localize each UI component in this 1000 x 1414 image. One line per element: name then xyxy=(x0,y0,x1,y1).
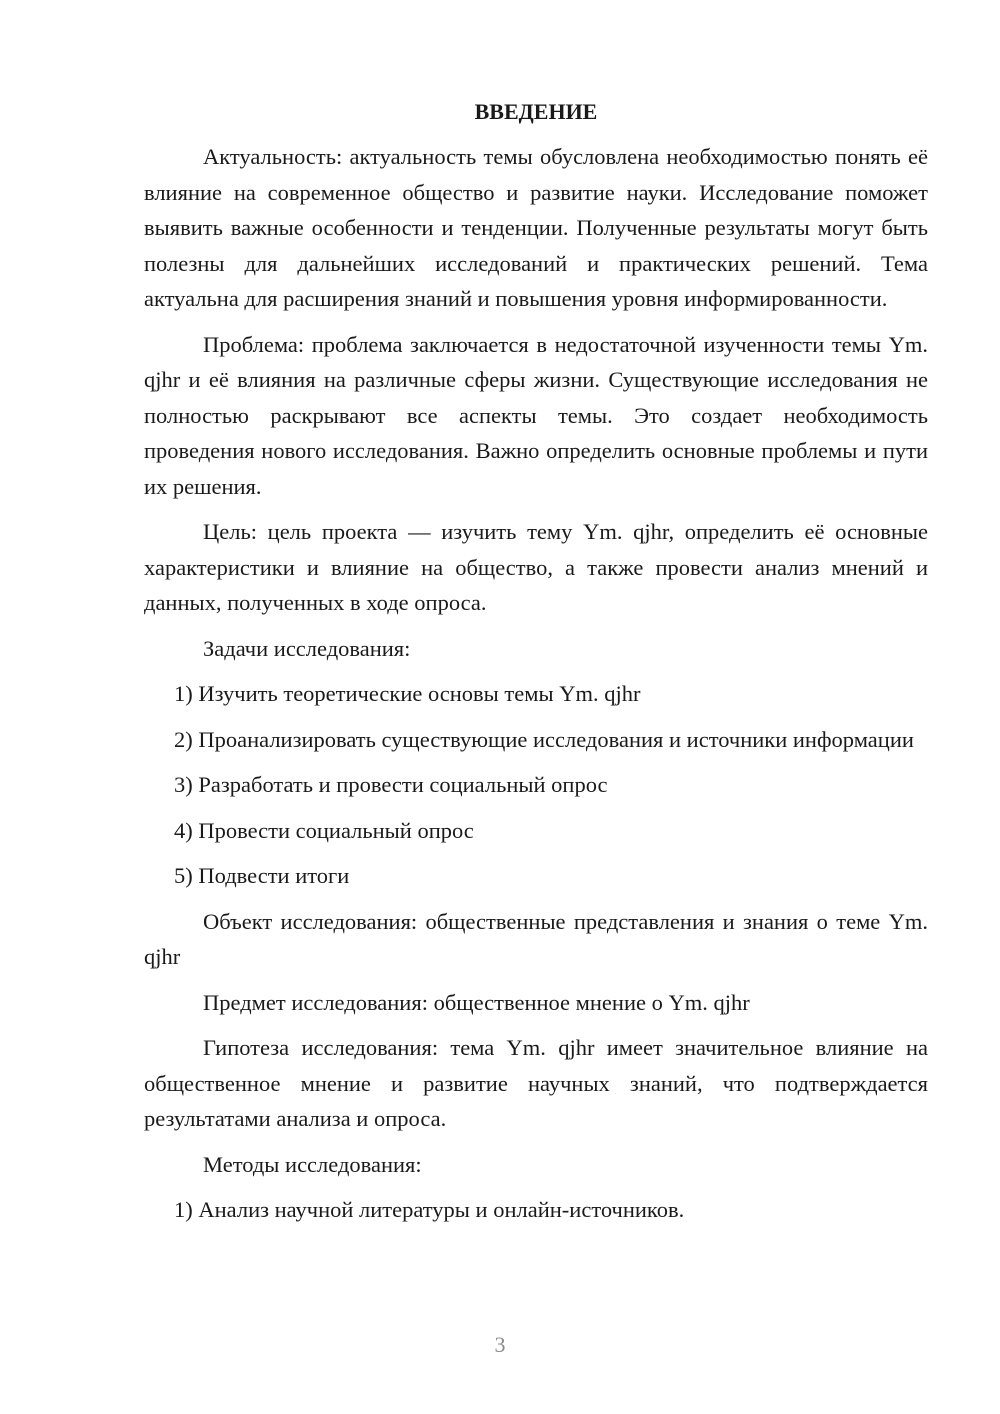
task-item: 1) Изучить теоретические основы темы Ym. qjhr xyxy=(174,681,641,706)
relevance-paragraph: Актуальность: актуальность темы обусловлена необходимостью понять её влияние на современное общество и развитие науки. Исследование поможет выявить важные особенности и тенденции. Полученные результаты могут быть полезны для дальнейших исследований и практических решений. Тема актуальна для расширения знаний и повышения уровня информированности. xyxy=(144,144,928,311)
subject-paragraph: Предмет исследования: общественное мнение о Ym. qjhr xyxy=(203,989,750,1015)
methods-heading: Методы исследования: xyxy=(203,1151,422,1177)
tasks-heading: Задачи исследования: xyxy=(203,635,411,661)
task-item: 5) Подвести итоги xyxy=(174,863,350,888)
object-paragraph: Объект исследования: общественные представления и знания о теме Ym. qjhr xyxy=(144,908,928,969)
task-item: 2) Проанализировать существующие исследования и источники информации xyxy=(174,726,914,752)
goal-paragraph: Цель: цель проекта — изучить тему Ym. qjhr, определить её основные характеристики и влияние на общество, а также провести анализ мнений и данных, полученных в ходе опроса. xyxy=(144,519,928,615)
page-content xyxy=(144,94,928,1238)
hypothesis-paragraph: Гипотеза исследования: тема Ym. qjhr имеет значительное влияние на общественное мнение и развитие научных знаний, что подтверждается результатами анализа и опроса. xyxy=(144,1035,928,1131)
task-item: 4) Провести социальный опрос xyxy=(174,817,474,843)
page-number: 3 xyxy=(494,1332,506,1357)
section-title: ВВЕДЕНИЕ xyxy=(474,99,598,124)
method-item: 1) Анализ научной литературы и онлайн-источников. xyxy=(174,1197,685,1222)
task-item: 3) Разработать и провести социальный опрос xyxy=(174,772,608,797)
problem-paragraph: Проблема: проблема заключается в недостаточной изученности темы Ym. qjhr и её влияния на различные сферы жизни. Существующие исследования не полностью раскрывают все аспекты темы. Это создает необходимость проведения нового исследования. Важно определить основные проблемы и пути их решения. xyxy=(144,331,928,499)
